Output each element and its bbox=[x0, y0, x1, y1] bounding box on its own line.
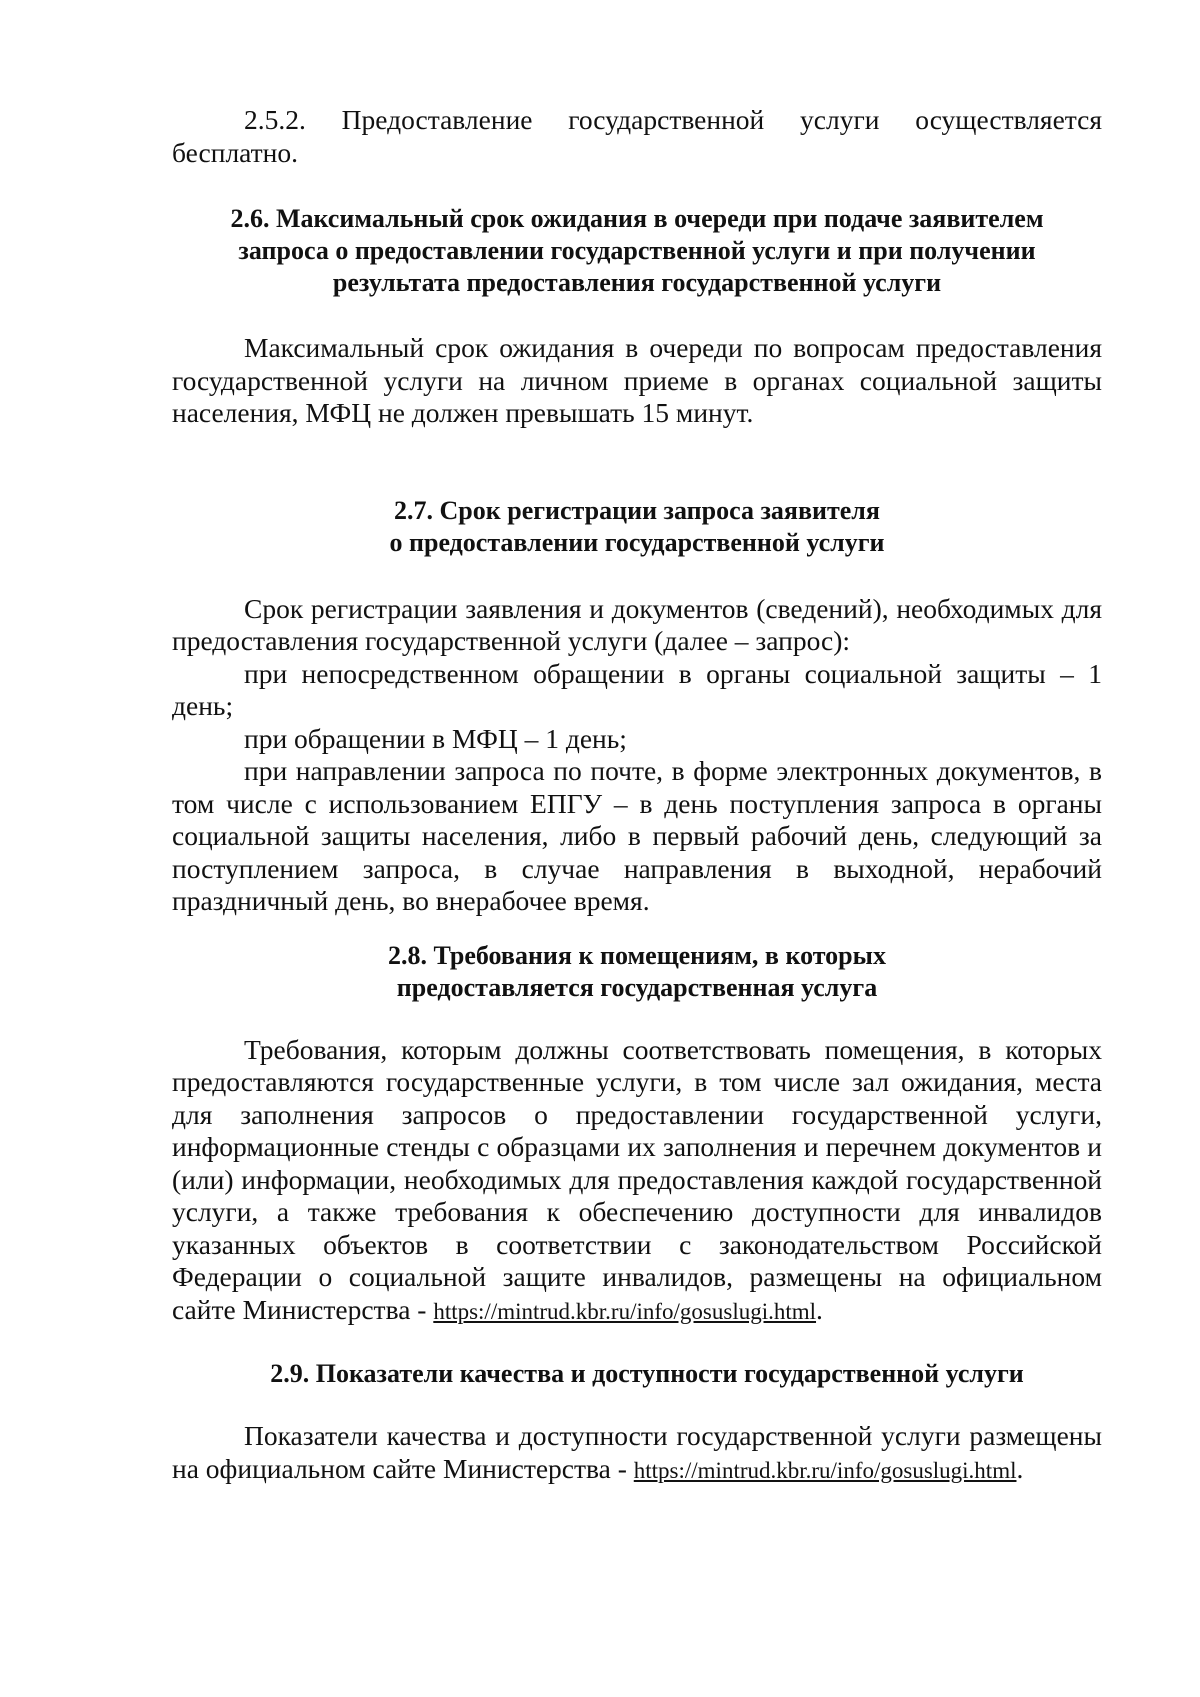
paragraph-2-9 bbox=[172, 1420, 1102, 1487]
heading-line: 2.7. Срок регистрации запроса заявителя bbox=[394, 495, 880, 525]
paragraph-2-5-2: 2.5.2. Предоставление государственной услуги осуществляется бесплатно. bbox=[172, 104, 1102, 168]
heading-line: 2.8. Требования к помещениям, в которых bbox=[388, 940, 886, 970]
list-item: при направлении запроса по почте, в форме электронных документов, в том числе с использованием ЕПГУ – в день поступления запроса в органы социальной защиты населения, либо в первый рабочий день, следующий за поступлением запроса, в случае направления в выходной, нерабочий праздничный день, во внерабочее время. bbox=[172, 755, 1102, 916]
paragraph-2-9-text: Показатели качества и доступности государственной услуги размещены на официальном сайте Министерства - bbox=[172, 1420, 1102, 1484]
heading-2-6 bbox=[172, 203, 1102, 299]
heading-2-9: 2.9. Показатели качества и доступности государственной услуги bbox=[270, 1359, 1024, 1388]
paragraph-2-8 bbox=[172, 1034, 1102, 1329]
heading-line: результата предоставления государственной услуги bbox=[332, 268, 942, 297]
paragraph-2-8-text: Требования, которым должны соответствовать помещения, в которых предоставляются государственные услуги, в том числе зал ожидания, места для заполнения запросов о предоставлении государственной услуги, информационные стенды с образцами их заполнения и перечнем документов и (или) информации, необходимых для предоставления каждой государственной услуги, а также требования к обеспечению доступности для инвалидов указанных объектов в соответствии с законодательством Российской Федерации о социальной защите инвалидов, размещены на официальном сайте Министерства - bbox=[172, 1033, 1102, 1325]
heading-2-7 bbox=[172, 495, 1102, 559]
list-item: при обращении в МФЦ – 1 день; bbox=[244, 722, 627, 754]
heading-line: предоставляется государственная услуга bbox=[396, 972, 878, 1002]
heading-line: о предоставлении государственной услуги bbox=[389, 527, 885, 557]
paragraph-2-9-tail: . bbox=[1016, 1452, 1024, 1484]
heading-line: 2.6. Максимальный срок ожидания в очереди при подаче заявителем bbox=[230, 204, 1044, 233]
paragraph-2-7-intro: Срок регистрации заявления и документов (сведений), необходимых для предоставления государственной услуги (далее – запрос): bbox=[172, 592, 1102, 656]
paragraph-2-6: Максимальный срок ожидания в очереди по вопросам предоставления государственной услуги на личном приеме в органах социальной защиты населения, МФЦ не должен превышать 15 минут. bbox=[172, 332, 1102, 428]
paragraph-2-8-tail: . bbox=[816, 1293, 823, 1325]
document-page bbox=[172, 104, 1102, 1487]
heading-2-8 bbox=[172, 940, 1102, 1004]
list-item: при непосредственном обращении в органы социальной защиты – 1 день; bbox=[172, 657, 1102, 721]
ministry-link[interactable]: https://mintrud.kbr.ru/info/gosuslugi.html bbox=[433, 1298, 817, 1324]
heading-line: запроса о предоставлении государственной услуги и при получении bbox=[238, 236, 1036, 265]
ministry-link[interactable]: https://mintrud.kbr.ru/info/gosuslugi.html bbox=[633, 1457, 1017, 1483]
paragraph-2-7 bbox=[172, 593, 1102, 918]
